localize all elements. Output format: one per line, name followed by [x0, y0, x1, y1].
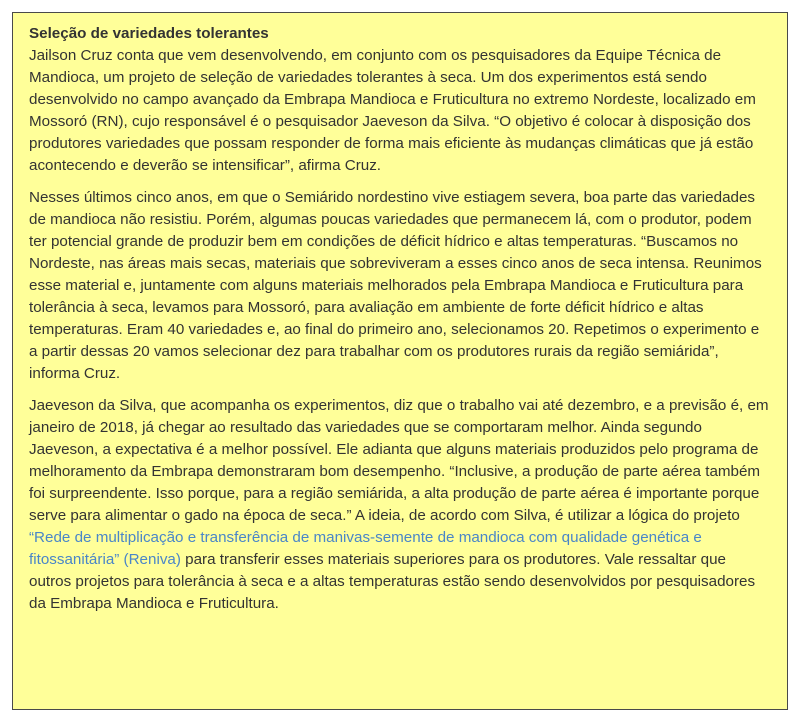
section-title: Seleção de variedades tolerantes — [29, 25, 269, 42]
reniva-project-link[interactable]: “Rede de multiplicação e transferência de manivas-semente de mandioca com qualidade genética e fitossanitária” (Reniva) — [29, 529, 702, 568]
paragraph-3-text-start: Jaeveson da Silva, que acompanha os experimentos, diz que o trabalho vai até dezembro, e a previsão é, em janeiro de 2018, já chegar ao resultado das variedades que se comportaram melhor. Ainda segundo Jaeveson, a expectativa é a melhor possível. Ele adianta que alguns materiais produzidos pelo programa de melhoramento da Embrapa demonstraram bom desempenho. “Inclusive, a produção de parte aérea também foi surpreendente. Isso porque, para a região semiárida, a alta produção de parte aérea é importante porque serve para alimentar o gado na época de seca.” A ideia, de acordo com Silva, é utilizar a lógica do projeto — [29, 397, 769, 524]
paragraph-3-text-end: para transferir esses materiais superiores para os produtores. Vale ressaltar que outros projetos para tolerância à seca e a altas temperaturas estão sendo desenvolvidos por pesquisadores da Embrapa Mandioca e Fruticultura. — [29, 551, 756, 612]
article-box — [12, 12, 788, 710]
paragraph-3 — [29, 395, 771, 615]
paragraph-1: Jailson Cruz conta que vem desenvolvendo, em conjunto com os pesquisadores da Equipe Técnica de Mandioca, um projeto de seleção de variedades tolerantes à seca. Um dos experimentos está sendo desenvolvido no campo avançado da Embrapa Mandioca e Fruticultura no extremo Nordeste, localizado em Mossoró (RN), cujo responsável é o pesquisador Jaeveson da Silva. “O objetivo é colocar à disposição dos produtores variedades que possam responder de forma mais eficiente às mudanças climáticas que já estão acontecendo e deverão se intensificar”, afirma Cruz. — [29, 47, 756, 174]
paragraph-2: Nesses últimos cinco anos, em que o Semiárido nordestino vive estiagem severa, boa parte das variedades de mandioca não resistiu. Porém, algumas poucas variedades que permanecem lá, com o produtor, podem ter potencial grande de produzir bem em condições de déficit hídrico e altas temperaturas. “Buscamos no Nordeste, nas áreas mais secas, materiais que sobreviveram a esses cinco anos de seca intensa. Reunimos esse material e, juntamente com alguns materiais melhorados pela Embrapa Mandioca e Fruticultura para tolerância à seca, levamos para Mossoró, para avaliação em ambiente de forte déficit hídrico e altas temperaturas. Eram 40 variedades e, ao final do primeiro ano, selecionamos 20. Repetimos o experimento e a partir dessas 20 vamos selecionar dez para trabalhar com os produtores rurais da região semiárida”, informa Cruz. — [29, 189, 762, 382]
